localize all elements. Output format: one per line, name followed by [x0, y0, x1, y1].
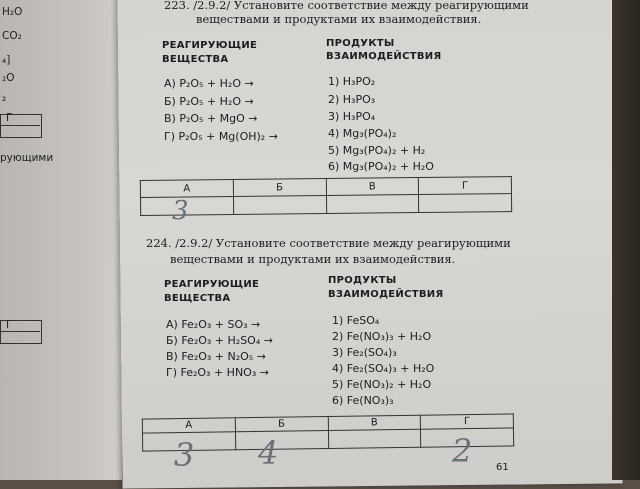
q224-reactants-header: РЕАГИРУЮЩИЕ: [164, 279, 260, 290]
q223-product-5: 5) Mg₃(PO₄)₂ + H₂: [328, 144, 426, 157]
left-fragment: рующими: [0, 152, 54, 164]
left-table-divider: [0, 331, 40, 332]
q224-product-6: 6) Fe(NO₃)₃: [332, 394, 394, 407]
q223-answer-cell-v[interactable]: [326, 195, 419, 214]
q224-handwritten-answer-a: 3: [174, 436, 195, 474]
q224-reactant-a: А) Fe₂O₃ + SO₃ →: [166, 318, 261, 331]
book-edge: [612, 0, 640, 480]
q224-header-v: В: [328, 415, 421, 430]
q223-product-4: 4) Mg₃(PO₄)₂: [328, 127, 397, 140]
left-fragment: ₂: [2, 92, 7, 104]
left-fragment: Г: [6, 112, 13, 124]
q224-reactant-g: Г) Fe₂O₃ + HNO₃ →: [166, 366, 269, 379]
q223-answer-cell-g[interactable]: [419, 194, 512, 213]
left-fragment: ₄]: [2, 54, 11, 66]
q223-header-a: А: [140, 179, 233, 197]
left-fragment: H₂O: [2, 6, 23, 18]
left-fragment: CO₂: [2, 30, 22, 42]
q223-reactants-header: РЕАГИРУЮЩИЕ: [162, 40, 258, 51]
q224-reactants-header-line2: ВЕЩЕСТВА: [164, 293, 231, 304]
q223-reactants-header-line2: ВЕЩЕСТВА: [162, 54, 229, 65]
q224-header-g: Г: [421, 414, 514, 429]
q224-handwritten-answer-b: 4: [258, 434, 279, 472]
q223-answer-table: [140, 176, 512, 216]
q224-header-b: Б: [235, 417, 328, 432]
q224-header-a: А: [142, 418, 235, 433]
q224-product-2: 2) Fe(NO₃)₃ + H₂O: [332, 330, 432, 343]
q223-product-2: 2) H₃PO₃: [328, 93, 376, 106]
q223-reactant-g: Г) P₂O₅ + Mg(OH)₂ →: [164, 130, 278, 143]
q224-product-4: 4) Fe₂(SO₄)₃ + H₂O: [332, 362, 435, 375]
q223-product-6: 6) Mg₃(PO₄)₂ + H₂O: [328, 160, 434, 173]
q223-products-header: ПРОДУКТЫ: [326, 38, 395, 49]
q223-products-header-line2: ВЗАИМОДЕЙСТВИЯ: [326, 51, 442, 62]
q224-title: 224. /2.9.2/ Установите соответствие между реагирующими: [146, 236, 511, 250]
q224-product-5: 5) Fe(NO₃)₂ + H₂O: [332, 378, 432, 391]
q224-products-header: ПРОДУКТЫ: [328, 275, 397, 286]
q224-product-1: 1) FeSO₄: [332, 314, 380, 327]
q223-reactant-b: Б) P₂O₅ + H₂O →: [164, 95, 254, 108]
q223-handwritten-answer-a: 3: [172, 196, 189, 226]
q223-answer-cell-b[interactable]: [233, 196, 326, 215]
q223-header-g: Г: [419, 177, 512, 195]
q223-reactant-v: В) P₂O₅ + MgO →: [164, 112, 258, 125]
q223-reactant-a: А) P₂O₅ + H₂O →: [164, 77, 254, 90]
q224-answer-cell-b[interactable]: [235, 431, 328, 450]
q224-answer-cell-v[interactable]: [328, 429, 421, 448]
left-page: [0, 0, 122, 480]
left-fragment: Г: [6, 319, 13, 331]
q223-product-3: 3) H₃PO₄: [328, 110, 376, 123]
q223-header-b: Б: [233, 179, 326, 197]
q224-reactant-b: Б) Fe₂O₃ + H₂SO₄ →: [166, 334, 273, 347]
q224-title-line2: веществами и продуктами их взаимодействия.: [170, 252, 456, 266]
left-fragment: ₂O: [2, 72, 15, 84]
q224-reactant-v: В) Fe₂O₃ + N₂O₅ →: [166, 350, 266, 363]
q224-products-header-line2: ВЗАИМОДЕЙСТВИЯ: [328, 289, 444, 300]
q224-product-3: 3) Fe₂(SO₄)₃: [332, 346, 397, 359]
q223-product-1: 1) H₃PO₂: [328, 75, 376, 88]
q223-title: 223. /2.9.2/ Установите соответствие между реагирующими: [164, 0, 529, 12]
q224-handwritten-answer-g: 2: [452, 432, 473, 470]
q223-title-line2: веществами и продуктами их взаимодействия.: [196, 12, 482, 26]
q223-header-v: В: [326, 178, 419, 196]
page-number: 61: [496, 462, 509, 473]
